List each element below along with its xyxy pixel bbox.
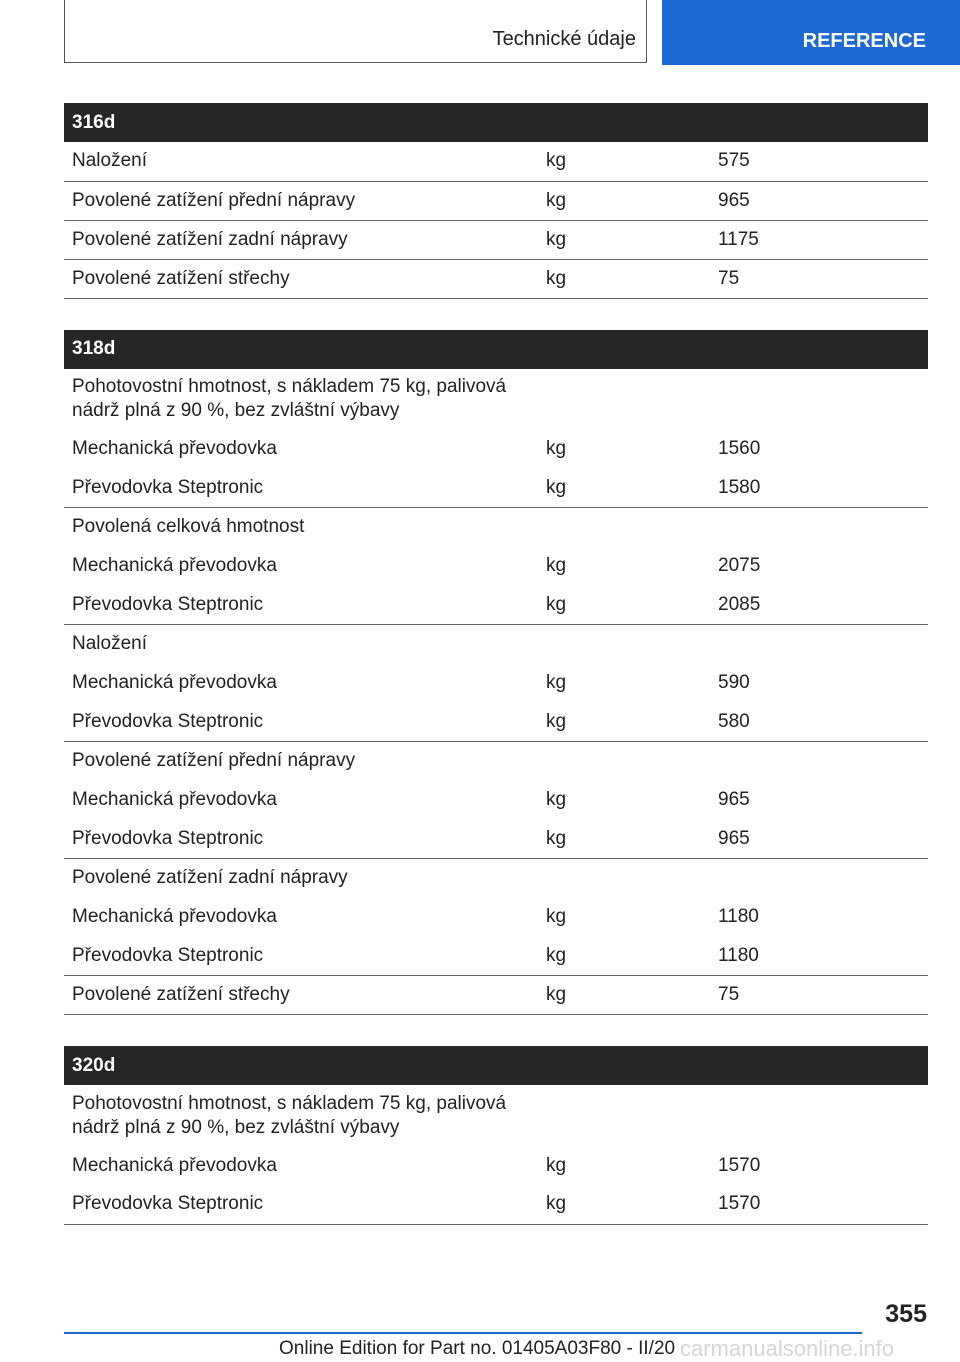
cell-value: 965 [710,181,928,220]
cell-label: Povolená celková hmotnost [72,516,305,538]
cell-value: 1570 [710,1185,928,1224]
table-row [64,703,928,742]
table-row [64,547,928,586]
table-row [64,1146,928,1185]
cell-unit [538,859,710,898]
cell-value: 580 [710,703,928,742]
cell-label: Pohotovostní hmotnost, s nákladem 75 kg, palivová nádrž plná z 90 %, bez zvláštní výbavy [72,1092,507,1138]
cell-value: 1580 [710,469,928,508]
table-row [64,937,928,976]
cell-value: 2085 [710,586,928,625]
table-row [64,469,928,508]
cell-unit: kg [538,142,710,181]
spec-table [64,1046,928,1225]
cell-value: 1570 [718,1154,761,1176]
cell-label: Naložení [72,633,147,655]
edition-note: Online Edition for Part no. 01405A03F80 - II/20 [279,1338,676,1359]
cell-label: Povolené zatížení střechy [64,976,538,1015]
table-row [64,781,928,820]
table-title: 320d [64,1046,928,1085]
table-row [64,820,928,859]
cell-unit: kg [538,220,710,259]
cell-unit: kg [538,259,710,298]
table-row [64,1085,928,1146]
cell-unit: kg [538,181,710,220]
cell-unit: kg [546,438,567,459]
cell-unit: kg [546,789,567,810]
cell-label: Mechanická převodovka [72,906,277,927]
cell-unit: kg [538,976,710,1015]
cell-value [710,859,928,898]
header-frame [64,0,647,63]
section-tab[interactable] [662,0,960,65]
table-row [64,976,928,1015]
cell-value: 1175 [710,220,928,259]
cell-unit: kg [538,820,710,859]
cell-label: Povolené zatížení zadní nápravy [72,867,348,889]
cell-label: Mechanická převodovka [72,672,277,693]
table-row [64,142,928,181]
table-row [64,664,928,703]
cell-label: Pohotovostní hmotnost, s nákladem 75 kg, palivová nádrž plná z 90 %, bez zvláštní výbavy [72,376,507,421]
cell-unit [538,1085,710,1146]
cell-label: Mechanická převodovka [72,1154,277,1176]
cell-value: 1560 [718,438,761,459]
table-row [64,181,928,220]
cell-value [710,625,928,664]
cell-label: Převodovka Steptronic [64,469,538,508]
cell-label: Mechanická převodovka [72,789,277,810]
table-row [64,430,928,469]
cell-value [710,1085,928,1146]
cell-label: Převodovka Steptronic [64,703,538,742]
cell-label: Mechanická převodovka [72,438,277,459]
cell-value: 1180 [710,937,928,976]
cell-value: 75 [710,976,928,1015]
table-title: 316d [64,103,928,142]
cell-label: Naložení [64,142,538,181]
cell-unit [538,508,710,547]
cell-value: 75 [710,259,928,298]
cell-value [710,369,928,430]
cell-label: Převodovka Steptronic [64,937,538,976]
cell-value: 965 [710,820,928,859]
cell-label: Převodovka Steptronic [64,586,538,625]
cell-value: 575 [710,142,928,181]
table-row [64,259,928,298]
cell-value: 965 [718,789,750,810]
cell-unit [538,742,710,781]
footer-divider [64,1332,862,1334]
cell-unit: kg [538,469,710,508]
cell-value [710,508,928,547]
cell-label: Povolené zatížení střechy [64,259,538,298]
cell-unit [538,369,710,430]
cell-unit: kg [546,672,567,693]
page-number: 355 [885,1300,927,1328]
cell-unit: kg [546,1154,567,1176]
cell-label: Mechanická převodovka [72,555,277,576]
table-row [64,508,928,547]
spec-tables [64,103,928,1256]
cell-label: Převodovka Steptronic [64,1185,538,1224]
table-row [64,859,928,898]
cell-label: Povolené zatížení zadní nápravy [64,220,538,259]
table-row [64,369,928,430]
cell-label: Povolené zatížení přední nápravy [64,181,538,220]
cell-unit: kg [538,1185,710,1224]
cell-label: Převodovka Steptronic [64,820,538,859]
cell-value: 1180 [718,906,759,927]
table-row [64,625,928,664]
table-title: 318d [64,330,928,369]
cell-value [710,742,928,781]
table-row [64,586,928,625]
cell-value: 590 [718,672,750,693]
table-row [64,898,928,937]
cell-value: 2075 [718,555,761,576]
chapter-title: Technické údaje [492,28,636,50]
cell-unit [538,625,710,664]
table-row [64,1185,928,1224]
table-row [64,220,928,259]
spec-table [64,103,928,299]
watermark: carmanualsonline.info [680,1336,895,1361]
section-tab-label: REFERENCE [802,30,926,52]
cell-unit: kg [546,906,567,927]
spec-table [64,330,928,1016]
table-row [64,742,928,781]
cell-unit: kg [538,937,710,976]
cell-label: Povolené zatížení přední nápravy [72,750,356,772]
cell-unit: kg [538,703,710,742]
cell-unit: kg [546,555,567,576]
cell-unit: kg [538,586,710,625]
